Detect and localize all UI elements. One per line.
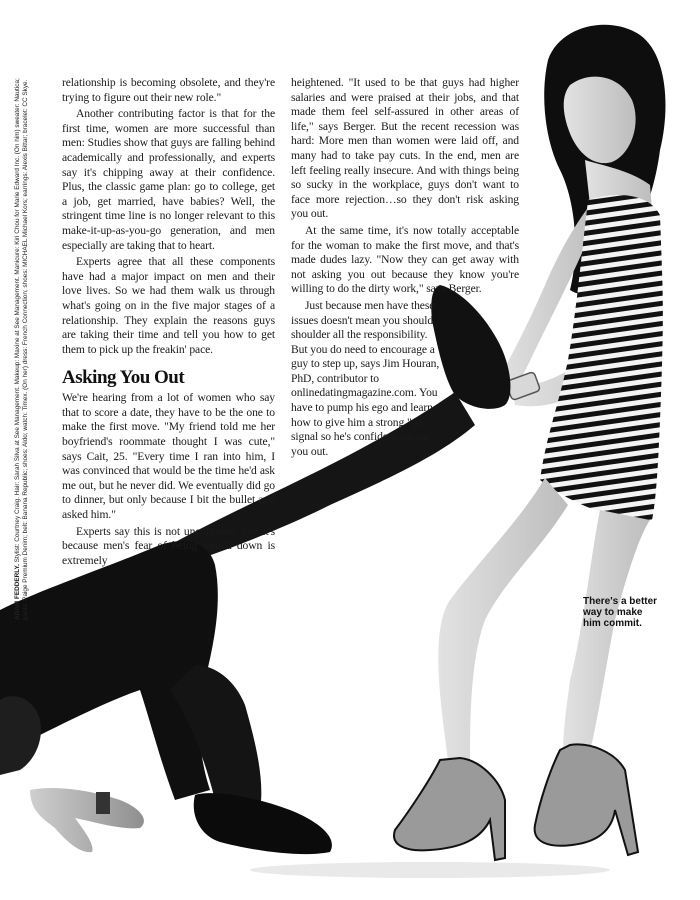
article-column-right	[291, 76, 519, 461]
floor-shadow	[250, 862, 610, 878]
paragraph: Another contributing factor is that for the first time, women are more successful than men: Studies show that guys are falling behind academically and professionally, and experts say it's chipping away at their confidence. Plus, the classic game plan: go to college, get a job, get married, have babies? Well, the stringent time line is no longer relevant to this make-it-up-as-you-go generation, and men especially are taking that to heart.	[62, 107, 275, 252]
paragraph: heightened. "It used to be that guys had higher salaries and were praised at their jobs, and that made them feel self-assured in other areas of life," says Berger. But the recent recession was hard: More men than women were laid off, and many had to take pay cuts. In the end, men are left feeling really insecure. And with things being so sucky in the workplace, guys don't want to face more rejection…so they don't risk asking you out.	[291, 76, 519, 221]
article-column-left	[62, 76, 275, 570]
paragraph: Experts say this is not uncommon, and it's because men's fear of being turned down is extremely	[62, 524, 275, 567]
subhead-asking-you-out: Asking You Out	[62, 367, 185, 389]
credits-photographer: ADAM FEDDERLY.	[14, 564, 21, 620]
man-watch	[96, 792, 110, 814]
photo-caption: There's a better way to make him commit.	[583, 596, 658, 629]
credits-text	[14, 60, 30, 620]
woman-leg-left	[438, 478, 568, 774]
woman-dress	[540, 195, 663, 520]
man-shoe-floor	[194, 793, 332, 854]
sandal-left	[394, 758, 505, 860]
man-hand	[30, 788, 144, 852]
man-body	[0, 541, 218, 800]
paragraph: relationship is becoming obsolete, and they're trying to figure out their new role."	[62, 76, 275, 104]
woman-leg-right	[563, 510, 650, 769]
credits-body: Stylist: Courtney Craig. Hair: Sarah Silva at See Management. Makeup: Maxine at See Management. Manicure: Kiri Chou for Marie Edward Inc. (On him) sweater: Nautica; pants: Paige Premium Denim; belt: Banana Republic; shoes: Aldo; watch: Timex. (On her) dress: French Connection; shoes: MICHAEL Michael Kors; earrings: Alexis Bittar; bracelet: CC Skye.	[14, 78, 29, 620]
paragraph: At the same time, it's now totally acceptable for the woman to make the first move, and that's made dudes lazy. "Now they can get away with not asking you out because they know you're willing to do the dirty work," says Berger.	[291, 223, 519, 296]
photo-credits	[0, 60, 29, 620]
paragraph: Experts agree that all these components have had a major impact on men and their love lives. So we had them walk us through what's going on in the five major stages of a relationship. They explain the reasons guys are taking their time and tell you how to get them to pick up the freakin' pace.	[62, 255, 275, 356]
sandal-right	[535, 744, 638, 855]
paragraph: We're hearing from a lot of women who say that to score a date, they have to be the one to make the first move. "My friend told me her boyfriend's roommate thought I was cute," says Cait, 25. "Every time I ran into him, I was convinced that would be the time he'd ask me out, but he never did. We eventually did go to dinner, but only because I bit the bullet and asked him."	[62, 391, 275, 522]
paragraph: Just because men have these issues doesn't mean you should shoulder all the responsibility. But you do need to encourage a guy to step up, says Jim Houran, PhD, contributor to onlinedatingmagazine.com. You have to pump his ego and learn how to give him a strong "go" signal so he's confident asking you out.	[291, 298, 440, 458]
